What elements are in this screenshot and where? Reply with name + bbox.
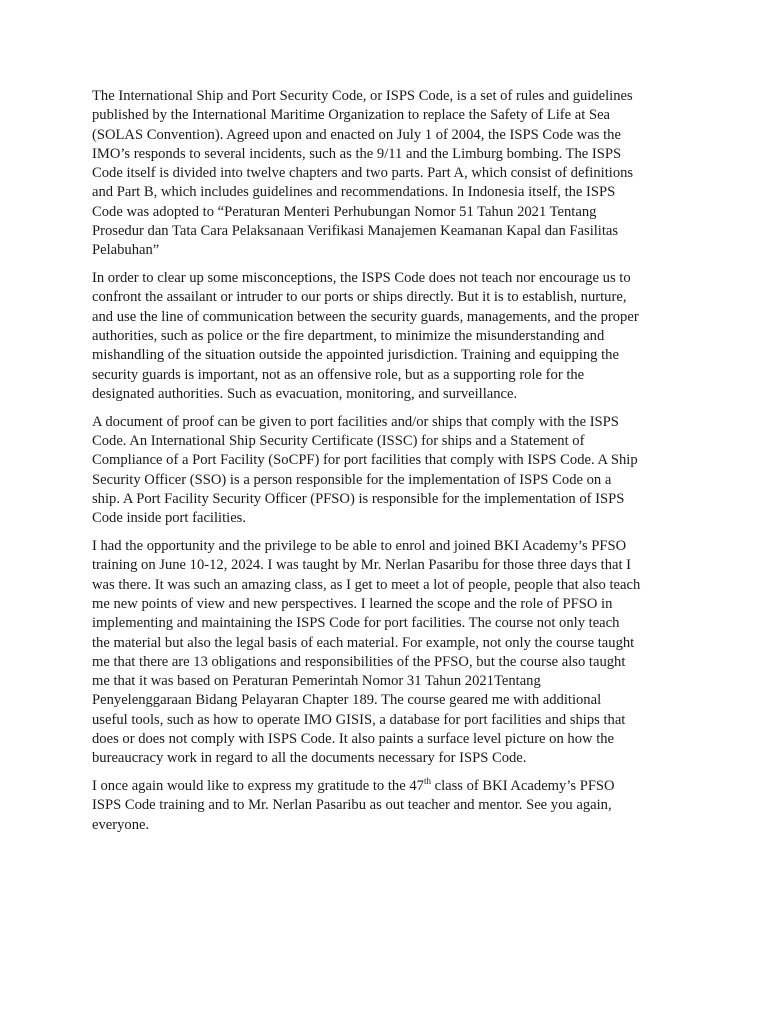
text-line: Code inside port facilities. — [92, 510, 247, 527]
text-line: ship. A Port Facility Security Officer (PFSO) is responsible for the implementation of ISPS — [92, 490, 625, 507]
text-line: does or does not comply with ISPS Code. It also paints a surface level picture on how the — [92, 731, 615, 747]
text-line: Pelabuhan” — [92, 242, 160, 259]
text-line: me that there are 13 obligations and responsibilities of the PFSO, but the course also taught — [92, 653, 626, 670]
text-line: confront the assailant or intruder to our ports or ships directly. But it is to establish, nurture, — [92, 289, 627, 306]
text-line: published by the International Maritime Organization to replace the Safety of Life at Sea — [92, 107, 611, 124]
text-line: useful tools, such as how to operate IMO GISIS, a database for port facilities and ships that — [92, 711, 626, 728]
text-line: ISPS Code training and to Mr. Nerlan Pasaribu as out teacher and mentor. See you again, — [92, 797, 612, 814]
text-line: In order to clear up some misconceptions, the ISPS Code does not teach nor encourage us to — [92, 270, 631, 287]
text-line: me new points of view and new perspectives. I learned the scope and the role of PFSO in — [92, 595, 613, 612]
text-line: me that it was based on Peraturan Pemerintah Nomor 31 Tahun 2021Tentang — [92, 673, 541, 690]
paragraph-isps-intro — [92, 87, 682, 261]
text-line: was there. It was such an amazing class, as I get to meet a lot of people, people that also teach — [92, 576, 641, 593]
ordinal-suffix: th — [423, 776, 431, 787]
text-line — [92, 777, 682, 796]
text-line: The International Ship and Port Security Code, or ISPS Code, is a set of rules and guidelines — [92, 88, 633, 104]
paragraph-training-experience — [92, 537, 682, 769]
text-line: implementing and maintaining the ISPS Code for port facilities. The course not only teach — [92, 615, 620, 632]
text-line: and Part B, which includes guidelines and recommendations. In Indonesia itself, the ISPS — [92, 184, 616, 201]
document-body — [92, 87, 682, 843]
text-line: bureaucracy work in regard to all the documents necessary for ISPS Code. — [92, 750, 527, 767]
text-line: Code. An International Ship Security Certificate (ISSC) for ships and a Statement of — [92, 433, 585, 450]
text-line: designated authorities. Such as evacuation, monitoring, and surveillance. — [92, 385, 518, 402]
text-line: mishandling of the situation outside the appointed jurisdiction. Training and equipping the — [92, 347, 619, 364]
text-line: and use the line of communication between the security guards, managements, and the proper — [92, 308, 639, 325]
gratitude-text-end: class of BKI Academy’s PFSO — [430, 778, 615, 795]
text-line: Security Officer (SSO) is a person responsible for the implementation of ISPS Code on a — [92, 471, 612, 488]
paragraph-misconceptions — [92, 269, 682, 404]
text-line: security guards is important, not as an offensive role, but as a supporting role for the — [92, 366, 585, 383]
text-line: (SOLAS Convention). Agreed upon and enacted on July 1 of 2004, the ISPS Code was the — [92, 126, 621, 143]
text-line: the material but also the legal basis of each material. For example, not only the course taught — [92, 634, 635, 651]
text-line: everyone. — [92, 816, 150, 833]
text-line: I had the opportunity and the privilege to be able to enrol and joined BKI Academy’s PFSO — [92, 538, 627, 555]
text-line: training on June 10-12, 2024. I was taught by Mr. Nerlan Pasaribu for those three days that I — [92, 557, 632, 574]
gratitude-text-start: I once again would like to express my gratitude to the 47 — [92, 778, 424, 795]
text-line: Code was adopted to “Peraturan Menteri Perhubungan Nomor 51 Tahun 2021 Tentang — [92, 203, 597, 220]
paragraph-gratitude — [92, 777, 682, 835]
paragraph-documents — [92, 413, 682, 529]
text-line: Code itself is divided into twelve chapters and two parts. Part A, which consist of definitions — [92, 165, 634, 182]
text-line: Compliance of a Port Facility (SoCPF) for port facilities that comply with ISPS Code. A Ship — [92, 452, 638, 469]
text-line: authorities, such as police or the fire department, to minimize the misunderstanding and — [92, 328, 605, 345]
text-line: IMO’s responds to several incidents, such as the 9/11 and the Limburg bombing. The ISPS — [92, 145, 622, 162]
text-line: Prosedur dan Tata Cara Pelaksanaan Verifikasi Manajemen Keamanan Kapal dan Fasilitas — [92, 223, 619, 240]
text-line: Penyelenggaraan Bidang Pelayaran Chapter 189. The course geared me with additional — [92, 692, 602, 709]
text-line: A document of proof can be given to port facilities and/or ships that comply with the ISPS — [92, 413, 619, 430]
